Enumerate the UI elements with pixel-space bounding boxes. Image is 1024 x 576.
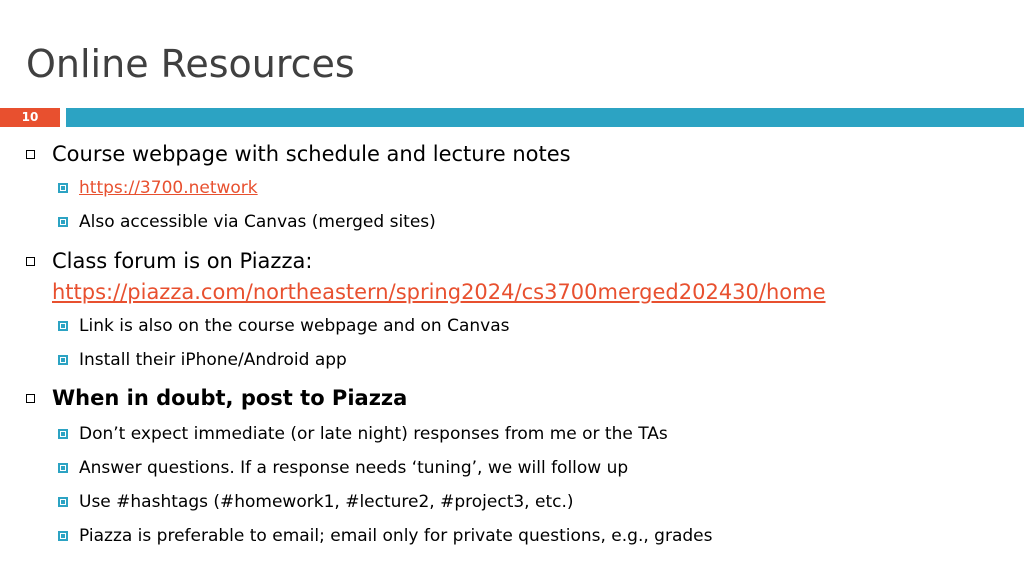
sub-bullet-link-location: Link is also on the course webpage and on Canvas [79,316,510,336]
sub-bullet-hashtags: Use #hashtags (#homework1, #lecture2, #project3, etc.) [79,492,574,512]
square-bullet-icon [26,150,35,159]
filled-square-bullet-icon [58,183,68,193]
bullet-class-forum: Class forum is on Piazza: [52,249,313,273]
filled-square-bullet-icon [58,497,68,507]
sub-bullet-app: Install their iPhone/Android app [79,350,347,370]
square-bullet-icon [26,257,35,266]
square-bullet-icon [26,394,35,403]
filled-square-bullet-icon [58,463,68,473]
slide-title: Online Resources [26,42,355,86]
filled-square-bullet-icon [58,217,68,227]
slide-number: 10 [0,108,60,127]
filled-square-bullet-icon [58,429,68,439]
sub-bullet-canvas: Also accessible via Canvas (merged sites) [79,212,436,232]
filled-square-bullet-icon [58,355,68,365]
course-website-link[interactable]: https://3700.network [79,178,258,198]
bullet-when-in-doubt: When in doubt, post to Piazza [52,386,408,410]
bullet-course-webpage: Course webpage with schedule and lecture notes [52,142,571,166]
piazza-link[interactable]: https://piazza.com/northeastern/spring2024/cs3700merged202430/home [52,280,826,304]
sub-bullet-email: Piazza is preferable to email; email only for private questions, e.g., grades [79,526,713,546]
sub-bullet-response-time: Don’t expect immediate (or late night) responses from me or the TAs [79,424,668,444]
filled-square-bullet-icon [58,321,68,331]
filled-square-bullet-icon [58,531,68,541]
sub-bullet-answer-questions: Answer questions. If a response needs ‘tuning’, we will follow up [79,458,629,478]
